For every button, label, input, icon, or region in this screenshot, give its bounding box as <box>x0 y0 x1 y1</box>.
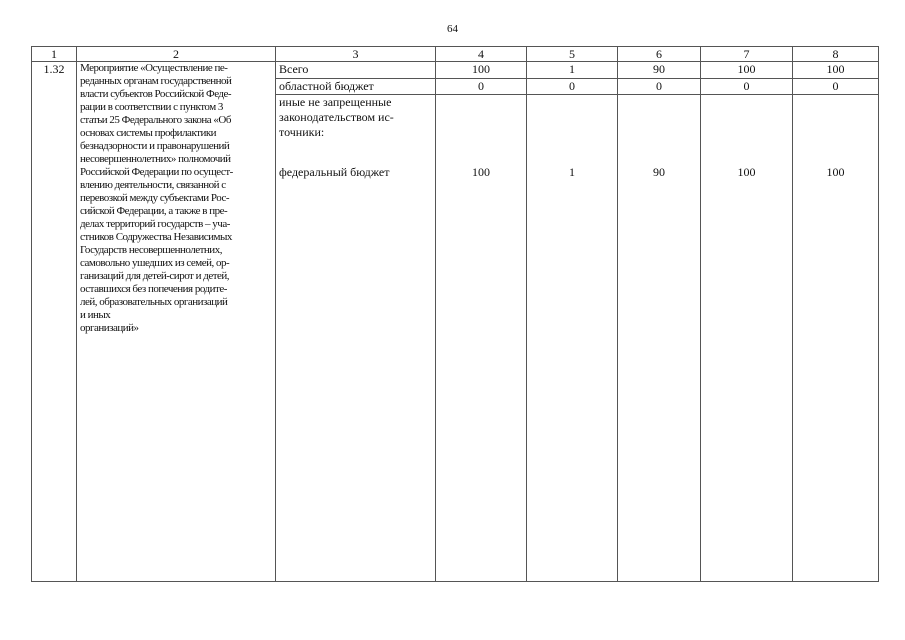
value-cell: 0 <box>436 79 527 95</box>
header-cell: 3 <box>276 47 436 62</box>
value-cell <box>436 95 527 582</box>
value-cell: 100 <box>436 62 527 79</box>
other-sources-line: точники: <box>279 125 325 139</box>
description-line: стников Содружества Независимых <box>80 231 232 243</box>
description-line: и иных <box>80 309 111 321</box>
description-line: ганизаций для детей-сирот и детей, <box>80 270 230 282</box>
header-cell: 6 <box>618 47 701 62</box>
description-line: реданных органам государственной <box>80 75 232 87</box>
other-sources-line: законодательством ис- <box>279 110 394 124</box>
source-label-other <box>276 95 436 582</box>
description-line: оставшихся без попечения родите- <box>80 283 227 295</box>
description-line: основах системы профилактики <box>80 127 217 139</box>
value-cell <box>527 95 618 582</box>
value-cell: 0 <box>793 79 879 95</box>
description-line: организаций» <box>80 322 139 334</box>
description-line: Государств несовершеннолетних, <box>80 244 222 256</box>
description-line: делах территорий государств – уча- <box>80 218 230 230</box>
federal-value: 100 <box>826 165 845 179</box>
description-line: Российской Федерации по осущест- <box>80 166 233 178</box>
description-line: рации в соответствии с пунктом 3 <box>80 101 223 113</box>
description-line: несовершеннолетних» полномочий <box>80 153 231 165</box>
header-cell: 2 <box>77 47 276 62</box>
header-cell: 5 <box>527 47 618 62</box>
page-number: 64 <box>447 23 458 35</box>
source-label-regional: областной бюджет <box>276 79 436 95</box>
federal-value: 1 <box>569 165 575 179</box>
header-row <box>32 47 879 62</box>
value-cell: 1 <box>527 62 618 79</box>
value-cell: 0 <box>527 79 618 95</box>
header-cell: 1 <box>32 47 77 62</box>
value-cell: 100 <box>793 62 879 79</box>
table-row-total <box>32 62 879 79</box>
description-line: безнадзорности и правонарушений <box>80 140 230 152</box>
description-line: сийской Федерации, а также в пре- <box>80 205 228 217</box>
row-number: 1.32 <box>32 62 77 582</box>
description-line: самовольно ушедших из семей, ор- <box>80 257 230 269</box>
description-line: власти субъектов Российской Феде- <box>80 88 232 100</box>
header-cell: 7 <box>701 47 793 62</box>
description-line: влению деятельности, связанной с <box>80 179 226 191</box>
value-cell <box>793 95 879 582</box>
measure-description <box>77 62 276 582</box>
value-cell: 0 <box>701 79 793 95</box>
description-line: перевозкой между субъектами Рос- <box>80 192 230 204</box>
federal-value: 100 <box>737 165 756 179</box>
description-line: лей, образовательных организаций <box>80 296 228 308</box>
source-label-federal: федеральный бюджет <box>279 165 390 179</box>
value-cell: 0 <box>618 79 701 95</box>
value-cell: 100 <box>701 62 793 79</box>
header-cell: 4 <box>436 47 527 62</box>
federal-value: 100 <box>472 165 490 179</box>
other-sources-line: иные не запрещенные <box>279 95 392 109</box>
value-cell <box>618 95 701 582</box>
description-line: статьи 25 Федерального закона «Об <box>80 114 231 126</box>
source-label-total: Всего <box>276 62 436 79</box>
federal-value: 90 <box>653 165 665 179</box>
value-cell <box>701 95 793 582</box>
value-cell: 90 <box>618 62 701 79</box>
header-cell: 8 <box>793 47 879 62</box>
description-line: Мероприятие «Осуществление пе- <box>80 62 228 74</box>
budget-table <box>31 46 879 582</box>
